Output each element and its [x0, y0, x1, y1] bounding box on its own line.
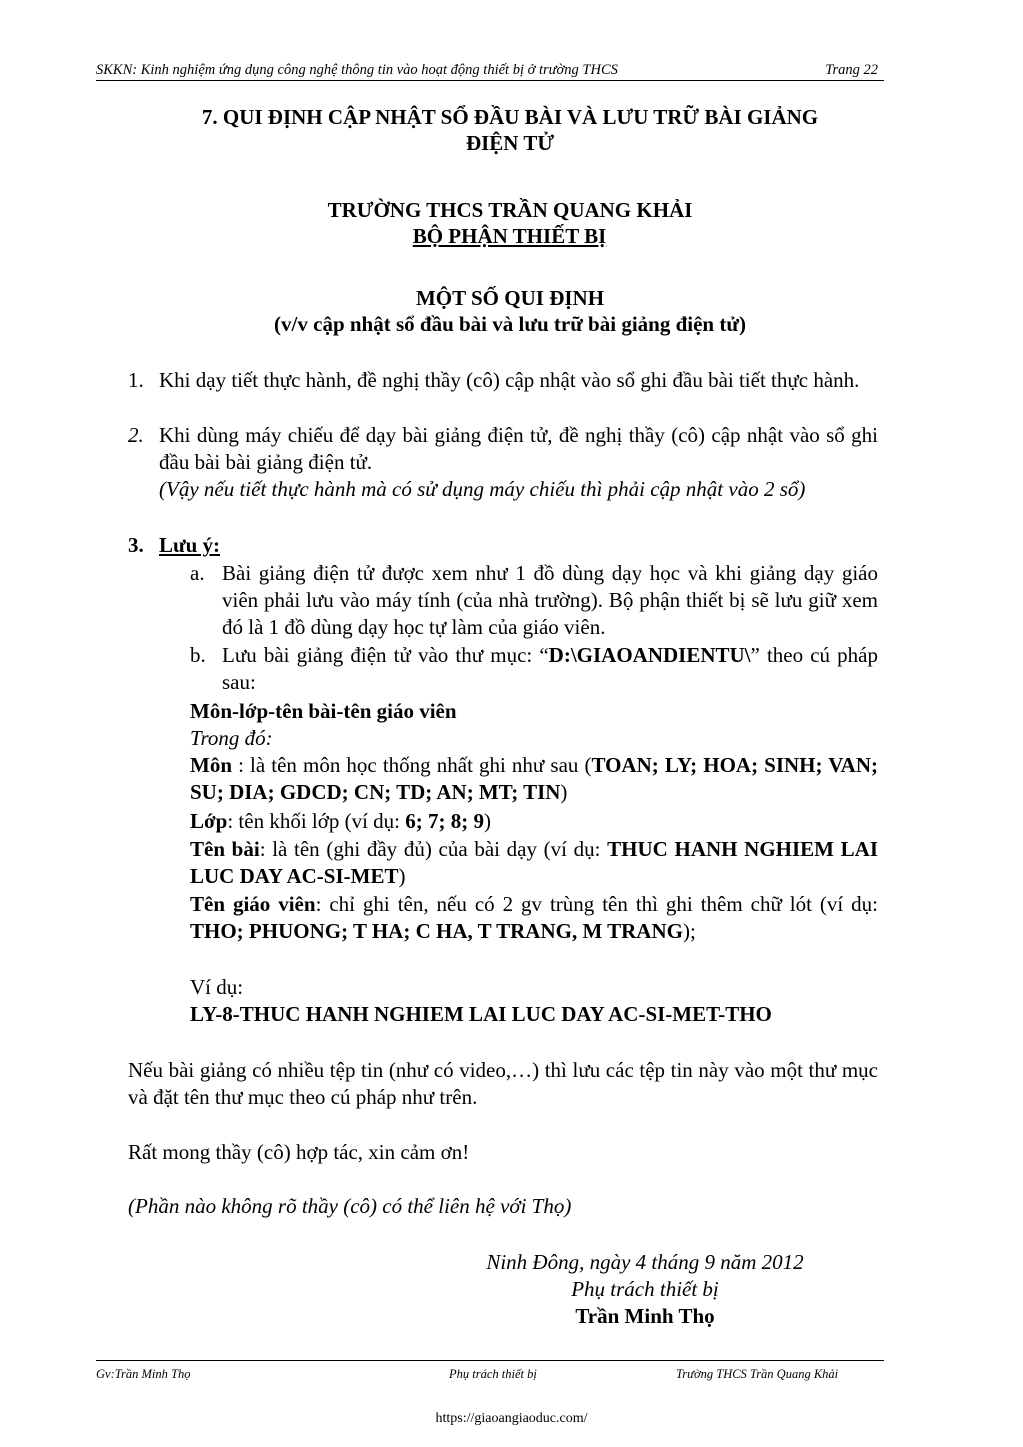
text-fragment: );	[682, 919, 696, 943]
folder-path: D:\GIAOANDIENTU\	[548, 643, 751, 667]
syntax-line: Môn-lớp-tên bài-tên giáo viên	[190, 699, 457, 723]
page-header	[96, 62, 884, 81]
text-fragment: ” theo cú pháp sau:	[222, 643, 878, 694]
definition-values: THUC HANH NGHIEM LAI LUC DAY AC-SI-MET	[190, 837, 878, 888]
text-fragment: )	[560, 780, 568, 804]
signature-role: Phụ trách thiết bị	[571, 1277, 719, 1301]
definition-values: THO; PHUONG; T HA; C HA, T TRANG, M TRANG	[190, 919, 683, 943]
sub-item-text: Bài giảng điện tử được xem như 1 đồ dùng dạy học và khi giảng dạy giáo viên phải lưu vào máy tính (của nhà trường). Bộ phận thiết bị sẽ lưu giữ xem đó là 1 đồ dùng dạy học tự làm của giáo viên.	[222, 561, 878, 639]
list-item	[128, 532, 878, 559]
note-label: Lưu ý:	[159, 533, 221, 557]
item-number: 1.	[128, 368, 144, 392]
definition-values: TOAN; LY; HOA; SINH; VAN; SU; DIA; GDCD; CN; TD; AN; MT; TIN	[190, 753, 878, 804]
section-title-line2: ĐIỆN TỬ	[465, 131, 555, 155]
item-number: 2.	[128, 423, 144, 447]
section-title-line1: 7. QUI ĐỊNH CẬP NHẬT SỔ ĐẦU BÀI VÀ LƯU TRỮ BÀI GIẢNG	[201, 105, 819, 129]
text-fragment: : là tên (ghi đầy đủ) của bài dạy (ví dụ:	[259, 837, 608, 861]
item-text: Khi dùng máy chiếu để dạy bài giảng điện tử, đề nghị thầy (cô) cập nhật vào sổ ghi đầu bài bài giảng điện tử.	[159, 423, 878, 474]
document-subtitle: (v/v cập nhật sổ đầu bài và lưu trữ bài giảng điện tử)	[274, 312, 746, 336]
definition-label: Tên giáo viên	[190, 892, 316, 916]
school-name: TRƯỜNG THCS TRẦN QUANG KHẢI	[327, 198, 693, 222]
footer-role: Phụ trách thiết bị	[449, 1367, 537, 1381]
page-footer	[96, 1360, 884, 1381]
subject-definition	[190, 752, 878, 806]
definition-label: Lớp	[190, 809, 228, 833]
sub-item-text	[222, 642, 878, 696]
page-number: Trang 22	[825, 62, 878, 78]
sub-item-number: b.	[190, 643, 206, 667]
signature-name: Trần Minh Thọ	[575, 1304, 715, 1328]
item-text: Khi dạy tiết thực hành, đề nghị thầy (cô) cập nhật vào sổ ghi đầu bài tiết thực hành.	[159, 368, 860, 392]
footer-school: Trường THCS Trần Quang Khải	[676, 1367, 839, 1381]
footer-author: Gv:Trần Minh Thọ	[96, 1367, 191, 1381]
definition-label: Tên bài	[190, 837, 260, 861]
department-name: BỘ PHẬN THIẾT BỊ	[412, 224, 607, 248]
text-fragment: : là tên môn học thống nhất ghi như sau (	[232, 753, 592, 777]
list-item	[128, 422, 878, 503]
source-url: https://giaoangiaoduc.com/	[435, 1411, 588, 1426]
example-value: LY-8-THUC HANH NGHIEM LAI LUC DAY AC-SI-MET-THO	[190, 1002, 772, 1026]
sub-item-number: a.	[190, 561, 205, 585]
signature-place-date: Ninh Đông, ngày 4 tháng 9 năm 2012	[486, 1250, 804, 1274]
files-paragraph: Nếu bài giảng có nhiều tệp tin (như có video,…) thì lưu các tệp tin này vào một thư mục và đặt tên thư mục theo cú pháp như trên.	[128, 1058, 878, 1109]
text-fragment: Lưu bài giảng điện tử vào thư mục: “	[222, 643, 549, 667]
thanks-paragraph: Rất mong thầy (cô) hợp tác, xin cảm ơn!	[128, 1140, 470, 1164]
example-label: Ví dụ:	[190, 975, 244, 999]
lesson-definition	[190, 836, 878, 890]
teacher-definition	[190, 891, 878, 945]
definition-values: 6; 7; 8; 9	[405, 809, 484, 833]
text-fragment: : tên khối lớp (ví dụ:	[227, 809, 406, 833]
sub-item-a	[190, 560, 878, 641]
item-number: 3.	[128, 533, 144, 557]
text-fragment: )	[398, 864, 406, 888]
section-title	[130, 104, 890, 156]
sub-item-b	[190, 642, 878, 696]
header-title: SKKN: Kinh nghiệm ứng dụng công nghệ thông tin vào hoạt động thiết bị ở trường THCS	[96, 62, 618, 78]
text-fragment: )	[484, 809, 491, 833]
list-item	[128, 367, 878, 394]
grade-definition	[190, 808, 878, 835]
contact-paragraph: (Phần nào không rõ thầy (cô) có thể liên hệ với Thọ)	[128, 1194, 572, 1218]
document-title: MỘT SỐ QUI ĐỊNH	[415, 286, 605, 310]
definition-label: Môn	[190, 753, 232, 777]
item-note: (Vậy nếu tiết thực hành mà có sử dụng máy chiếu thì phải cập nhật vào 2 sổ)	[159, 477, 806, 501]
where-label: Trong đó:	[190, 726, 273, 750]
text-fragment: : chỉ ghi tên, nếu có 2 gv trùng tên thì ghi thêm chữ lót (ví dụ:	[315, 892, 878, 916]
